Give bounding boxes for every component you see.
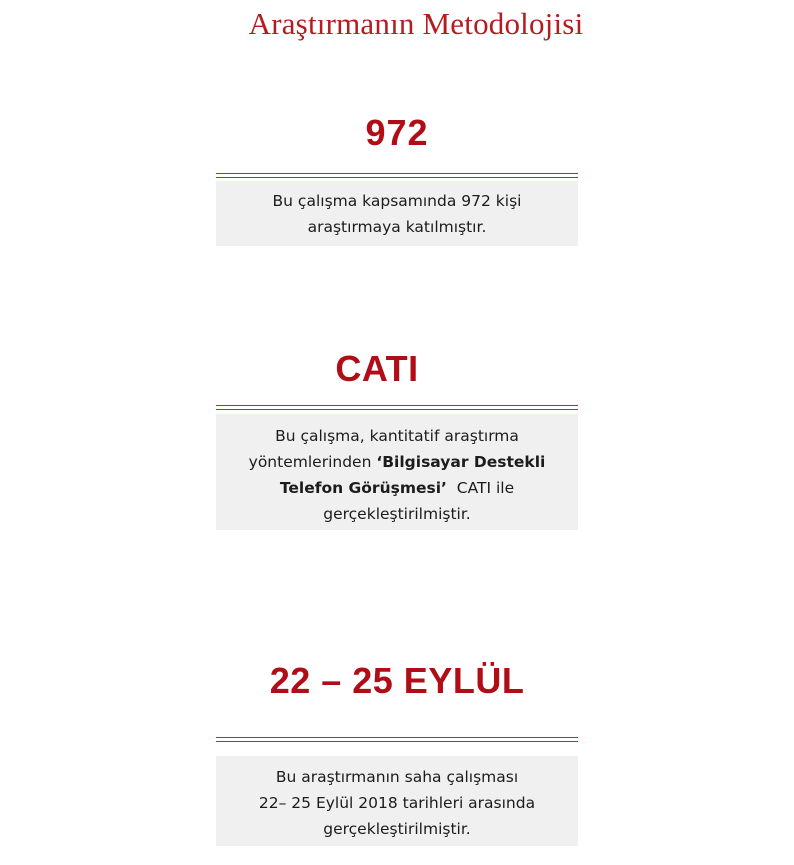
description-line xyxy=(228,449,566,475)
section-divider xyxy=(216,737,578,742)
section-divider xyxy=(216,173,578,178)
fieldwork-dates-value: 22 – 25 EYLÜL xyxy=(269,660,525,701)
description-line: gerçekleştirilmiştir. xyxy=(323,820,471,838)
page-title: Araştırmanın Metodolojisi xyxy=(248,6,584,41)
description-line: Bu çalışma, kantitatif araştırma xyxy=(275,427,519,445)
description-line: Bu çalışma kapsamında 972 kişi xyxy=(272,192,522,210)
participant-count-value: 972 xyxy=(365,112,429,153)
participant-count-description xyxy=(216,181,578,246)
description-line: araştırmaya katılmıştır. xyxy=(307,218,487,236)
description-bold-text: ‘Bilgisayar Destekli xyxy=(376,453,546,471)
fieldwork-dates-description xyxy=(216,756,578,846)
description-line: Bu araştırmanın saha çalışması xyxy=(275,768,519,786)
description-line: gerçekleştirilmiştir. xyxy=(323,505,471,523)
method-value: CATI xyxy=(335,348,419,389)
section-divider xyxy=(216,405,578,410)
description-bold-text: Telefon Görüşmesi’ xyxy=(279,479,447,497)
method-description xyxy=(216,414,578,530)
description-line: 22– 25 Eylül 2018 tarihleri arasında xyxy=(258,794,536,812)
description-text: CATI ile xyxy=(446,479,515,497)
description-text: yöntemlerinden xyxy=(248,453,377,471)
description-line xyxy=(228,475,566,501)
